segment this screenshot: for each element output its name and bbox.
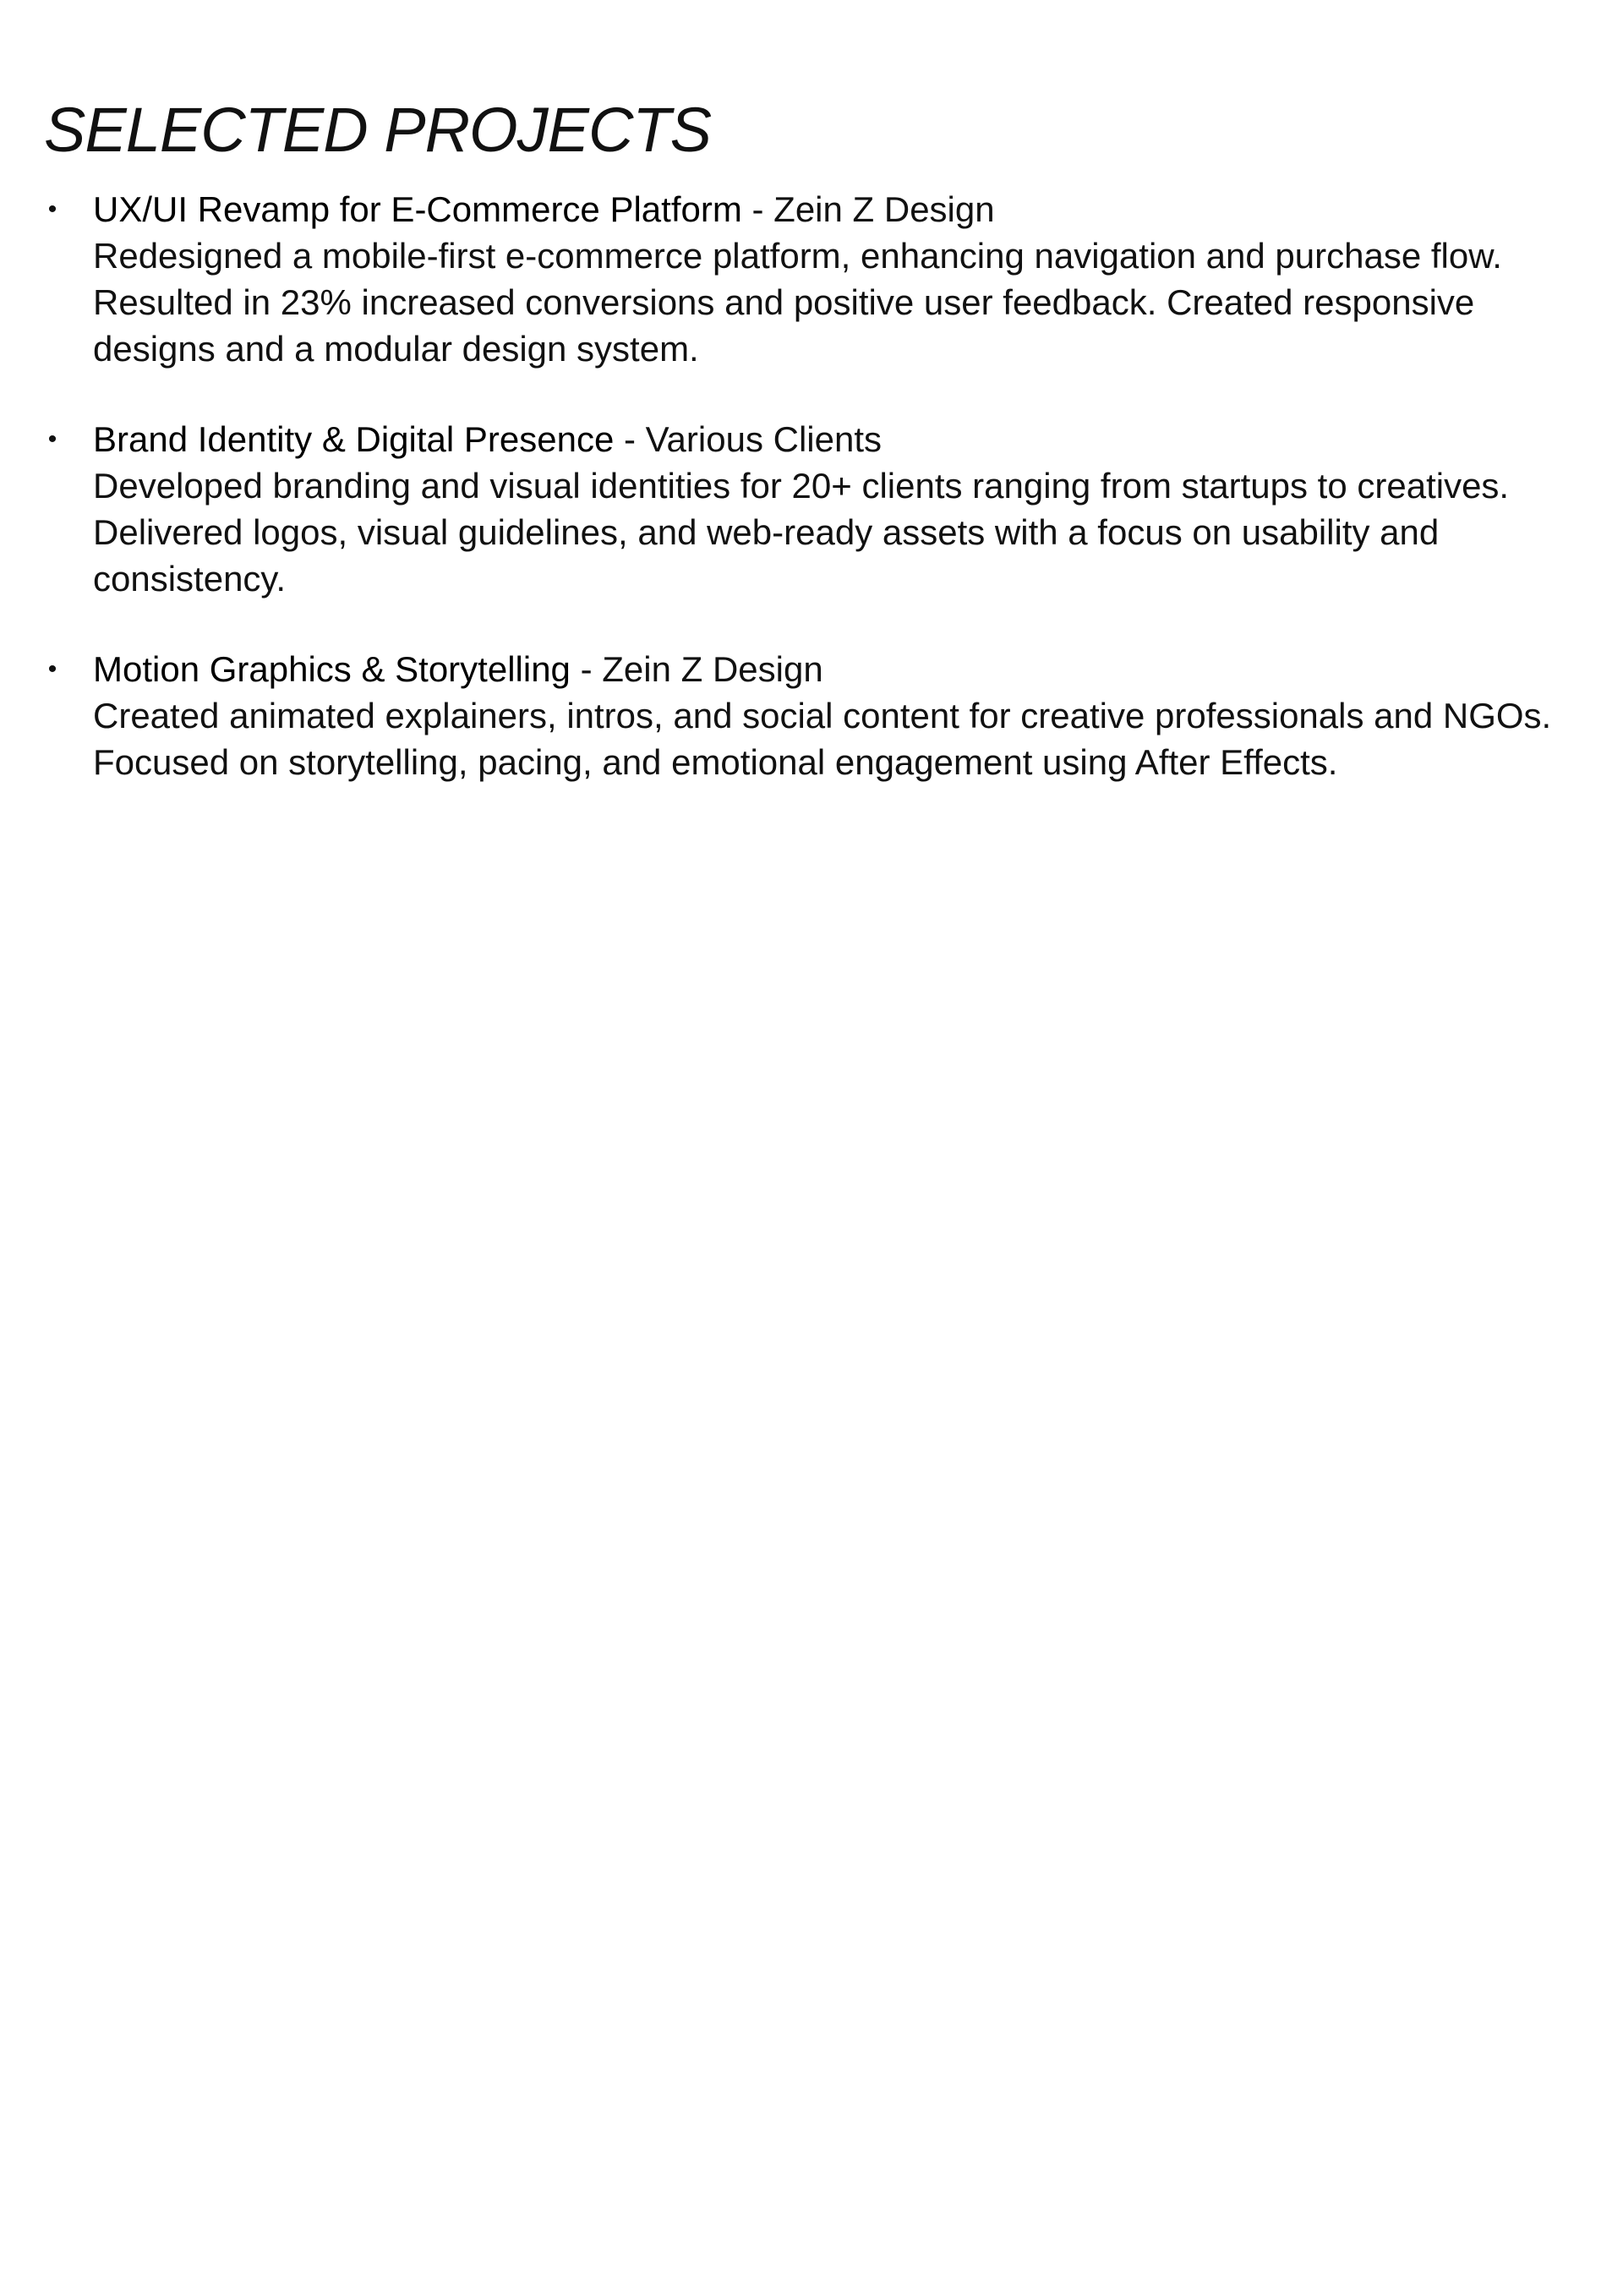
project-content bbox=[93, 646, 1606, 785]
project-content bbox=[93, 416, 1606, 602]
section-title: SELECTED PROJECTS bbox=[44, 95, 711, 165]
project-separator: - bbox=[570, 649, 603, 689]
project-client: Zein Z Design bbox=[602, 649, 823, 689]
project-client: Various Clients bbox=[645, 419, 882, 459]
bullet-marker: • bbox=[47, 655, 57, 683]
project-separator: - bbox=[741, 189, 774, 229]
project-name: Motion Graphics & Storytelling bbox=[93, 649, 571, 689]
bullet-marker: • bbox=[47, 195, 57, 223]
project-client: Zein Z Design bbox=[773, 189, 995, 229]
project-content bbox=[93, 186, 1606, 372]
project-name: Brand Identity & Digital Presence bbox=[93, 419, 615, 459]
bullet-marker: • bbox=[47, 425, 57, 453]
project-heading bbox=[93, 646, 1606, 692]
project-heading bbox=[93, 186, 1606, 232]
project-description: Created animated explainers, intros, and social content for creative professionals and NGOs. Focused on storytelling, pacing, and emotional engagement using After Effects. bbox=[93, 696, 1552, 782]
project-heading bbox=[93, 416, 1606, 462]
project-separator: - bbox=[614, 419, 646, 459]
project-description: Redesigned a mobile-first e-commerce platform, enhancing navigation and purchase flow. Resulted in 23% increased conversions and positive user feedback. Created responsive designs and a modular design system. bbox=[93, 236, 1502, 369]
project-name: UX/UI Revamp for E-Commerce Platform bbox=[93, 189, 742, 229]
project-description: Developed branding and visual identities for 20+ clients ranging from startups to creatives. Delivered logos, visual guidelines, and web-ready assets with a focus on usability and consistency. bbox=[93, 466, 1510, 599]
